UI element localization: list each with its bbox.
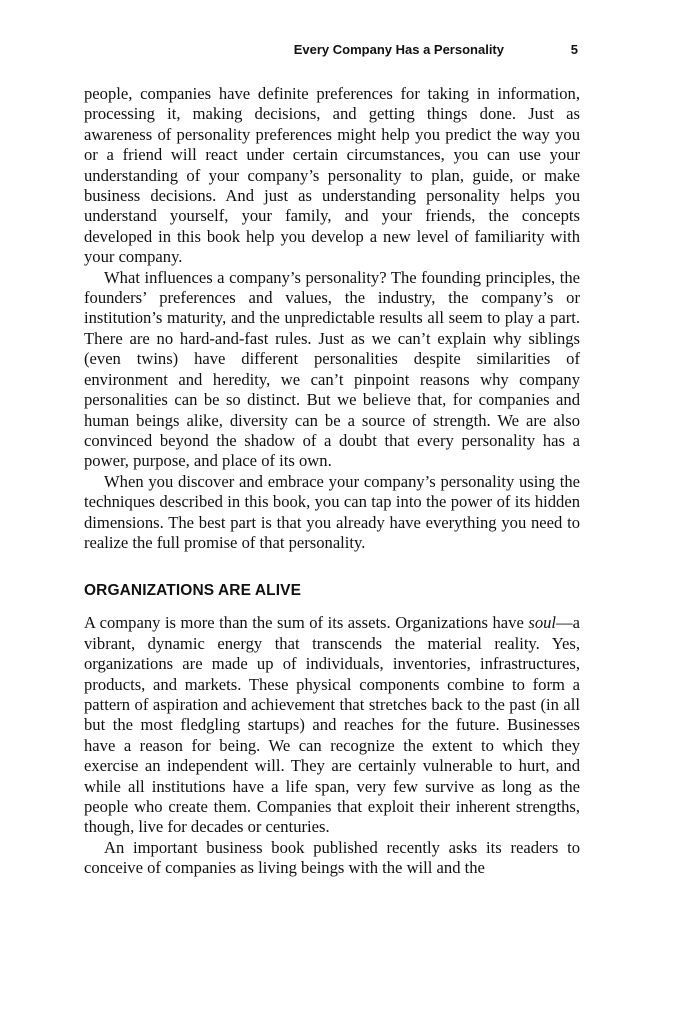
paragraph-organizations (84, 613, 580, 837)
page-number: 5 (570, 42, 578, 57)
section-heading: ORGANIZATIONS ARE ALIVE (84, 582, 302, 600)
paragraph-organizations-rest: —a vibrant, dynamic energy that transcends the material reality. Yes, organizations are made up of individuals, inventories, infrastructures, products, and markets. These physical components combine to form a pattern of aspiration and achievement that stretches back to the past (in all but the most fledgling startups) and reaches for the future. Businesses have a reason for being. We can recognize the extent to which they exercise an independent will. They are certainly vulnerable to hurt, and while all institutions have a life span, very few survive as long as the people who create them. Companies that exploit their inherent strengths, though, live for decades or centuries. (84, 613, 580, 837)
paragraph-continued: people, companies have definite preferences for taking in information, processing it, making decisions, and getting things done. Just as awareness of personality preferences might help you predict the way you or a friend will react under certain circumstances, you can use your understanding of your company’s personality to plan, guide, or make business decisions. And just as understanding personality helps you understand yourself, your family, and your friends, the concepts developed in this book help you develop a new level of familiarity with your company. (84, 84, 580, 267)
italic-soul: soul (528, 613, 557, 633)
paragraph-influences: What influences a company’s personality? The founding principles, the founders’ preferences and values, the industry, the company’s or institution’s maturity, and the unpredictable results all seem to play a part. There are no hard-and-fast rules. Just as we can’t explain why siblings (even twins) have different personalities despite similarities of environment and heredity, we can’t pinpoint reasons why company personalities can be so distinct. But we believe that, for companies and human beings alike, diversity can be a source of strength. We are also convinced beyond the shadow of a doubt that every personality has a power, purpose, and place of its own. (84, 267, 580, 471)
paragraph-business-book: An important business book published recently asks its readers to conceive of companies as living beings with the will and the (84, 837, 580, 878)
running-header (84, 40, 580, 60)
body-text (84, 84, 580, 879)
paragraph-organizations-start: A company is more than the sum of its assets. Organizations have (84, 613, 529, 633)
running-title: Every Company Has a Personality (293, 42, 504, 57)
paragraph-discover: When you discover and embrace your company’s personality using the techniques described in this book, you can tap into the power of its hidden dimensions. The best part is that you already have everything you need to realize the full promise of that personality. (84, 471, 580, 552)
